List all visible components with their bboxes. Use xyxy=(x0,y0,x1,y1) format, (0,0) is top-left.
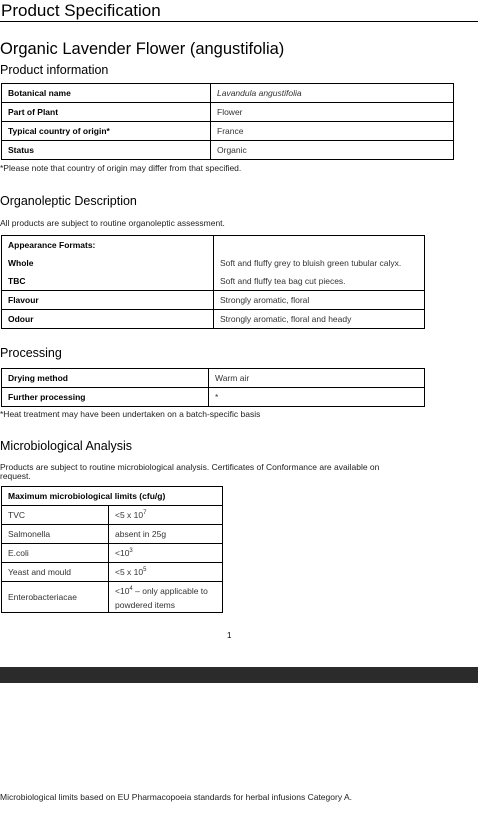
appearance-formats-label: Appearance Formats: xyxy=(2,236,214,255)
micro-intro-line1: Products are subject to routine microbiological analysis. Certificates of Conformance are available on xyxy=(0,462,380,472)
processing-footnote: *Heat treatment may have been undertaken on a batch-specific basis xyxy=(0,409,261,419)
table-row xyxy=(2,487,223,506)
table-cell-value: <5 x $10^5$ xyxy=(109,563,223,582)
table-cell-label: Odour xyxy=(2,310,214,329)
table-row xyxy=(2,525,223,544)
table-cell-label: Typical country of origin* xyxy=(2,122,211,141)
table-cell-label: Enterobacteriacae xyxy=(2,582,109,613)
page-number: 1 xyxy=(227,631,232,640)
micro-table xyxy=(1,486,223,613)
product-info-heading: Product information xyxy=(0,63,109,77)
table-cell-value: $<10^4$ – only applicable to powdered items xyxy=(109,582,223,613)
table-row xyxy=(2,84,454,103)
micro-heading: Microbiological Analysis xyxy=(0,439,133,453)
processing-heading: Processing xyxy=(0,346,62,360)
table-cell-label: Part of Plant xyxy=(2,103,211,122)
table-row xyxy=(2,141,454,160)
table-row xyxy=(2,291,425,310)
table-cell-label: Flavour xyxy=(2,291,214,310)
micro-intro xyxy=(0,462,440,481)
table-cell-value: France xyxy=(211,122,454,141)
table-cell-value: Warm air xyxy=(209,369,425,388)
table-cell-label: Status xyxy=(2,141,211,160)
table-row xyxy=(2,544,223,563)
page-break-band xyxy=(0,667,478,683)
table-row xyxy=(2,582,223,613)
table-row xyxy=(2,563,223,582)
table-row xyxy=(2,506,223,525)
table-cell-label: Salmonella xyxy=(2,525,109,544)
table-row xyxy=(2,388,425,407)
table-cell-label: Yeast and mould xyxy=(2,563,109,582)
table-row xyxy=(2,272,425,291)
table-cell-value: Strongly aromatic, floral xyxy=(214,291,425,310)
table-row xyxy=(2,369,425,388)
table-cell-value: Strongly aromatic, floral and heady xyxy=(214,310,425,329)
table-cell-value: Flower xyxy=(211,103,454,122)
origin-footnote: *Please note that country of origin may differ from that specified. xyxy=(0,163,242,173)
table-cell-label: TVC xyxy=(2,506,109,525)
table-cell-value: <5 x $10^7$ xyxy=(109,506,223,525)
table-row xyxy=(2,103,454,122)
table-row xyxy=(2,310,425,329)
page-title: Product Specification xyxy=(0,0,478,22)
table-row xyxy=(2,236,425,255)
table-cell-value xyxy=(214,236,425,255)
table-cell-value: * xyxy=(209,388,425,407)
table-cell-value: $<10^3$ xyxy=(109,544,223,563)
table-cell-label: Drying method xyxy=(2,369,209,388)
organoleptic-intro: All products are subject to routine organoleptic assessment. xyxy=(0,218,225,228)
table-row xyxy=(2,122,454,141)
table-cell-value: Lavandula angustifolia xyxy=(211,84,454,103)
table-cell-value: Soft and fluffy grey to bluish green tubular calyx. xyxy=(214,254,425,272)
micro-table-header: Maximum microbiological limits (cfu/g) xyxy=(2,487,223,506)
organoleptic-heading: Organoleptic Description xyxy=(0,194,137,208)
table-cell-value: Soft and fluffy tea bag cut pieces. xyxy=(214,272,425,291)
table-cell-value: Organic xyxy=(211,141,454,160)
footer-note: Microbiological limits based on EU Pharmacopoeia standards for herbal infusions Category A. xyxy=(0,792,352,802)
table-cell-label: E.coli xyxy=(2,544,109,563)
micro-intro-line2: request. xyxy=(0,471,31,481)
product-name: Organic Lavender Flower (angustifolia) xyxy=(0,40,285,58)
table-cell-label: Whole xyxy=(2,254,214,272)
table-row xyxy=(2,254,425,272)
organoleptic-table xyxy=(1,235,425,329)
processing-table xyxy=(1,368,425,407)
table-cell-label: Further processing xyxy=(2,388,209,407)
product-info-table xyxy=(1,83,454,160)
table-cell-value: absent in 25g xyxy=(109,525,223,544)
table-cell-label: TBC xyxy=(2,272,214,291)
table-cell-label: Botanical name xyxy=(2,84,211,103)
